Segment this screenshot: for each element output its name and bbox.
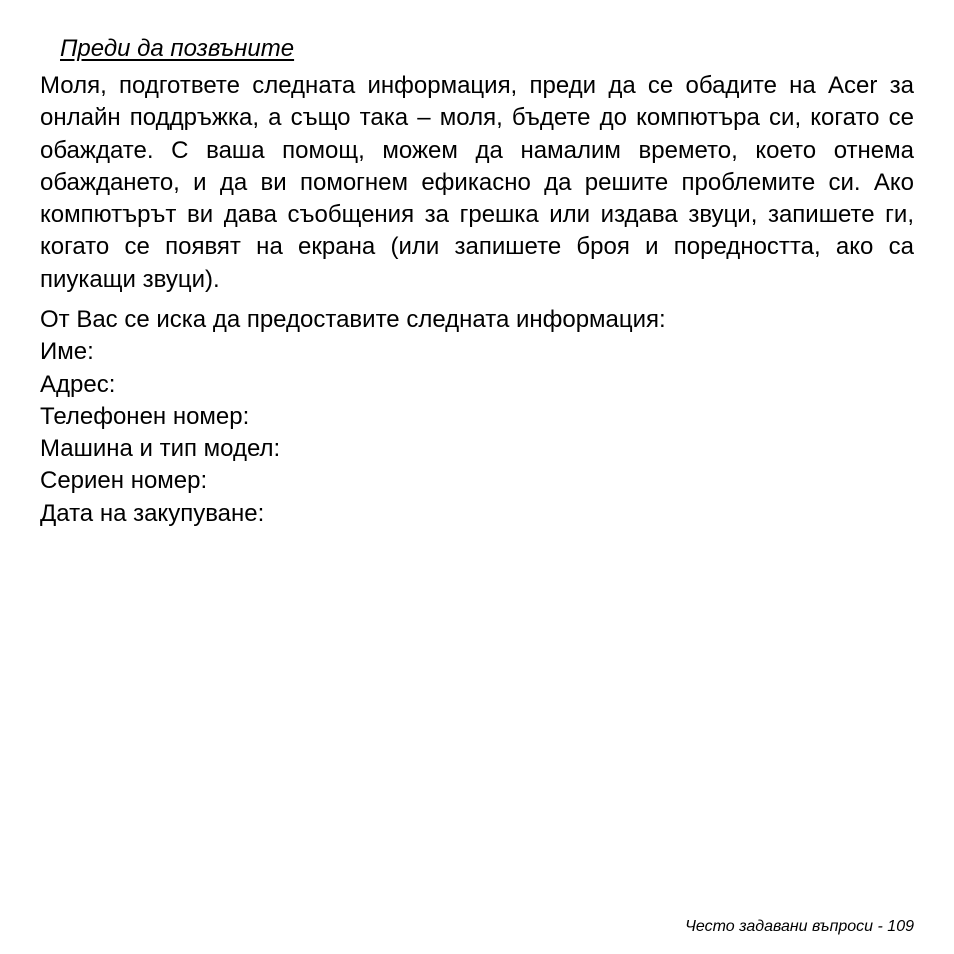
page-footer: Често задавани въпроси - 109	[685, 918, 914, 935]
intro-paragraph: Моля, подгответе следната информация, преди да се обадите на Acer за онлайн поддръжка, а също така – моля, бъдете до компютъра си, когато се обаждате. С ваша помощ, можем да намалим времето, което отнема обаждането, и да ви помогнем ефикасно да решите проблемите си. Ако компютърът ви дава съобщения за грешка или издава звуци, запишете ги, когато се появят на екрана (или запишете броя и поредността, ако са пиукащи звуци).	[40, 72, 914, 293]
request-block	[40, 304, 914, 530]
field-name-label: Име:	[40, 338, 94, 366]
field-purchase-date-label: Дата на закупуване:	[40, 499, 265, 527]
field-address-label: Адрес:	[40, 370, 116, 398]
field-phone-label: Телефонен номер:	[40, 402, 250, 430]
field-machine-model-label: Машина и тип модел:	[40, 435, 281, 463]
request-lead: От Вас се иска да предоставите следната информация:	[40, 306, 666, 333]
field-serial-number-label: Сериен номер:	[40, 467, 208, 495]
section-heading: Преди да позвъните	[60, 35, 295, 62]
